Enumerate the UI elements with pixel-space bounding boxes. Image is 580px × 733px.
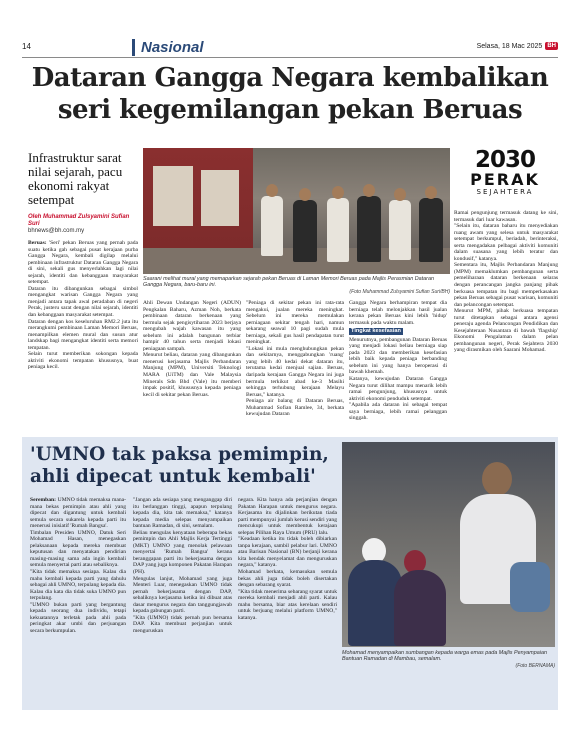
person-figure bbox=[389, 200, 411, 260]
person-figure bbox=[394, 570, 446, 646]
byline-name: Oleh Muhammad Zulsyamini Sufian Suri bbox=[28, 214, 130, 227]
paragraph: Mohamad berkata, kemasukan semula bekas ahli juga tidak boleh disertakan dengan sebarang syarat. bbox=[238, 569, 337, 589]
article1-column-2 bbox=[143, 300, 241, 434]
article2-headline: 'UMNO tak paksa pemimpin, ahli dipecat untuk kembali' bbox=[30, 444, 329, 487]
person-figure bbox=[327, 198, 349, 262]
paragraph: Gangga Negara berhampiran tempat dia berniaga telah melonjakkan hasil jualan kerana pekan Beruas kini lebih 'hidup' termasuk pada waktu malam. bbox=[349, 300, 447, 326]
page-masthead bbox=[22, 40, 558, 58]
paragraph: Seremban: UMNO tidak memaksa mana-mana bekas pemimpin atau ahli yang dipecat dan digantung untuk kembali semula secara sukarela kepada parti itu menerusi inisiatif 'Rumah Bangsa'. bbox=[30, 497, 126, 530]
person-head bbox=[332, 186, 344, 199]
article1-byline bbox=[28, 214, 138, 235]
paragraph: Katanya, kewujudan Dataran Gangga Negara turut dilihat mampu menarik lebih ramai pengunjung, khususnya untuk aktiviti ekonomi penduduk setempat. bbox=[349, 376, 447, 402]
issue-date: Selasa, 18 Mac 2025 bbox=[476, 42, 543, 50]
paragraph: Peniaga air balang di Dataran Beruas, Muhammad Sofian Ramlee, 34, berkata kewujudan Dataran bbox=[246, 398, 344, 418]
paragraph: Ahli Dewan Undangan Negeri (ADUN) Pengkalan Baharu, Azman Noh, berkata pembinaan dataran berkenaan yang bermula sejak pengisytiharan 2023 berjaya mengubah wajah kawasan itu yang sebelum ini adalah bangunan terbiar hampir 40 tahun serta menjadi lokasi peniagaan sampah. bbox=[143, 300, 241, 352]
logo-tagline: SEJAHTERA bbox=[476, 188, 534, 196]
person-head bbox=[425, 186, 437, 199]
paragraph: "Peniaga di sekitar pekan ini rata-rata mengakui, jualan mereka meningkat. Sebelum ini mereka memulakan perniagaan sekitar tengah hari, namun sekarang seawal 10 pagi sudah mula berniaga, sekali gus hasil pendapatan turut meningkat. bbox=[246, 300, 344, 346]
bh-logo-icon: BH bbox=[547, 43, 556, 49]
article1-photo-credit: (Foto Muhammad Zulsyamini Sufian Suri/BH) bbox=[349, 289, 450, 295]
article1-subhead: Infrastruktur sarat nilai sejarah, pacu ekonomi rakyat setempat bbox=[28, 150, 123, 207]
person-head bbox=[482, 462, 512, 496]
paragraph: Selain turut memberikan sokongan kepada aktiviti ekonomi tempatan khususnya, buat peniaga kecil. bbox=[28, 351, 138, 371]
paragraph: Timbalan Presiden UMNO, Datuk Seri Mohamad Hasan, menegaskan pelaksanaan kepada mereka membuat keputusan dan menyatakan pendirian masing-masing sama ada ingin kembali semula menyertai parti atau sebaliknya. bbox=[30, 529, 126, 569]
person-head bbox=[299, 188, 311, 201]
mural-panel bbox=[153, 166, 193, 226]
paragraph: Menurut MPM, pihak berkuasa tempatan turut ditetapkan sebagai antara agensi peneraju agenda Pelancongan Pendidikan dan Kesejahteraan Nusantara di bawah 'flagship' Ekonomi Pengalaman dalam pelan pembangunan negeri, Perak Sejahtera 2030 yang dirasmikan oleh Saarani Mohamad. bbox=[454, 308, 558, 354]
masthead-date-area bbox=[477, 42, 558, 50]
person-figure bbox=[357, 196, 381, 262]
perak-sejahtera-logo bbox=[454, 148, 556, 204]
paragraph: Menurutnya, pembangunan Dataran Beruas yang menjadi lokasi beliau berniaga siap pada 2023 dan memberikan kesefasian lebih baik kepada peniaga berbanding sebelum ini yang hanya beroperasi di bawah khemah. bbox=[349, 336, 447, 376]
paragraph: negara. Kita hanya ada perjanjian dengan Pakatan Harapan untuk mengurus negara. Kerjasama itu dijalinkan berikutan tiada parti mempunyai jumlah kerusi sendiri yang mencukupi untuk membentuk kerajaan selepas Pilihan Raya Umum (PRU) lalu. bbox=[238, 497, 337, 536]
article1-subtitle: Tingkat kesefasian bbox=[351, 328, 401, 335]
article2-column-3 bbox=[238, 497, 337, 705]
article1-column-3 bbox=[246, 300, 344, 434]
article2-photo bbox=[342, 442, 555, 647]
person-head bbox=[266, 184, 278, 197]
article1-caption: Saarani melihat mural yang memaparkan sejarah pekan Beruas di Laman Memori Beruas pada Majlis Perasmian Dataran Gangga Negara, baru-baru ini. bbox=[143, 276, 434, 289]
paragraph: "Kita tidak memaksa sesiapa. Kalau dia mahu kembali kepada parti yang dahulu sebagai ahli UMNO, terpulang kepada dia. Kalau dia kata dia tidak suka UMNO pun terpulang. bbox=[30, 569, 126, 602]
paragraph: Beliau mengulas kenyataan beberapa bekas pemimpin dan Ahli Majlis Kerja Tertinggi (MKT) UMNO yang menolak pelawaan menyertai 'Rumah Bangsa' kerana beranggapan parti itu bekerjasama dengan DAP yang juga komponen Pakatan Harapan (PH). bbox=[133, 529, 232, 576]
paragraph: "Apabila ada dataran ini sebagai tempat saya berniaga, lebih ramai pelanggan singgah. bbox=[349, 402, 447, 422]
article1-column-1 bbox=[28, 240, 138, 434]
paragraph: "Keadaan ketika itu tidak boleh dibiarkan tanpa kerajaan, sambil pelabur lari. UMNO atau Barisan Nasional (BN) berjanji kerana kita hendak menyelamat dan menguruskan negara," katanya. bbox=[238, 536, 337, 569]
person-figure bbox=[261, 196, 283, 256]
paragraph: "Lokasi ini mula menghubungkan pekan dan sekitarnya, menggabungkan 'ruang' yang lebih 40 kedai dekat dataran itu, terutama kedai menjual sajian. Beruas, daripada kerajaan Gangga Negara ini juga bermula terkikut abad ke-3 Masihi sehingga terhubung kerajaan Melayu Beruas," katanya. bbox=[246, 345, 344, 398]
paragraph: Dataran itu dibangunkan sebagai simbol mengangkat warisan Gangga Negara yang menjadi antara tapak awal peradaban di negeri Perak, justeru sarat dengan nilai sejarah, identiti dan kebanggaan masyarakat setempat. bbox=[28, 285, 138, 319]
paragraph: "Jangan ada sesiapa yang menganggap diri itu berlanggan tinggi, apapun terpulang kepada dia, kita tak memaksa," katanya kepada media selepas menyampaikan bantuan Ramadan, di sini, semalam. bbox=[133, 497, 232, 530]
article2-column-2 bbox=[133, 497, 232, 705]
article1-photo bbox=[143, 148, 450, 274]
article1-headline: Dataran Gangga Negara kembalikan seri kegemilangan pekan Beruas bbox=[31, 63, 549, 125]
logo-name: PERAK bbox=[470, 170, 540, 189]
paragraph: Ramai pengunjung termasuk datang ke sini, termasuk dari luar kawasan. bbox=[454, 210, 558, 223]
paragraph: Menurut beliau, dataran yang dibangunkan menerusi kerjasama Majlis Perbandaran Manjung (MPM), Universiti Teknologi MARA (UiTM) dan Vale Malaysia Minerals Sdn Bhd (Vale) itu memberi impak positif, khususnya kepada peniaga kecil di sekitar pekan Beruas. bbox=[143, 352, 241, 398]
logo-year: 2030 bbox=[474, 147, 535, 173]
page-number: 14 bbox=[22, 42, 31, 51]
mural-panel bbox=[201, 170, 239, 226]
article2-caption: Mohamad menyampaikan sumbangan kepada warga emas pada Majlis Penyampaian Bantuan Ramadan di Mambau, semalam. bbox=[342, 650, 547, 663]
article2-photo-credit: (Foto BERNAMA) bbox=[515, 663, 555, 669]
person-figure bbox=[419, 198, 443, 262]
article1-column-5 bbox=[454, 210, 558, 434]
paragraph: "Selain itu, dataran baharu itu menyediakan ruang awam yang selesa untuk masyarakat setempat berkumpul, beriadah, berinteraksi, serta mengadakan pelbagai aktiviti komuniti dalam suasana yang lebih teratur dan kondusif," katanya. bbox=[454, 223, 558, 262]
person-head bbox=[394, 188, 406, 201]
article1-column-4 bbox=[349, 300, 447, 434]
paragraph: Mengulas lanjut, Mohamad yang juga Menteri Luar, menegaskan UMNO tidak pernah bekerjasama dengan DAP, sebaliknya kerjasama ketika ini dibuat atas dasar mengurus negara dan tanggungjawab kepada gabungan parti. bbox=[133, 575, 232, 615]
bag bbox=[510, 562, 550, 612]
person-figure bbox=[293, 200, 317, 262]
paragraph: Sementara itu, Majlis Perbandaran Manjung (MPM) memaklumkan pembangunan serta pemeliharaan dataran berkenaan selaras dengan perancangan jangka panjang pihak berkuasa tempatan itu bagi memperkasakan pekan Beruas sebagai pusat warisan, komuniti dan pelancongan setempat. bbox=[454, 262, 558, 308]
paragraph: "UMNO bukan parti yang bergantung kepada seorang dua individu, tetapi kekuatannya terletak pada ahli pada peringkat akar umbi dan perjuangan secara berkumpulan. bbox=[30, 601, 126, 634]
paragraph: Dataran dengan kos keseluruhan RM2.2 juta itu merangkumi pembinaan Laman Memori Beruas, menampilkan elemen mural dan susun atur landskap bagi mengangkat identiti serta memori tempatan. bbox=[28, 318, 138, 351]
section-label: Nasional bbox=[132, 39, 204, 56]
person-head bbox=[363, 184, 375, 197]
article2-column-1 bbox=[30, 497, 126, 705]
paragraph: "Kita tidak menerima sebarang syarat untuk mereka kembali menjadi ahli parti. Kalau mahu bersama, biar atas kerelaan sendiri untuk berjuang melalui platform UMNO," katanya. bbox=[238, 588, 337, 621]
paragraph: "Kita (UMNO) tidak pernah pun bersama DAP. Kita membuat perjanjian untuk menguruskan bbox=[133, 614, 232, 634]
byline-email: bhnews@bh.com.my bbox=[28, 228, 85, 234]
paragraph: Beruas: 'Seri' pekan Beruas yang pernah pada suatu ketika gah sebagai pusat kerajaan purba Gangga Negara, kembali digilap melalui pembinaan infrastruktur Dataran Gangga Negara di sini, sekali gus menyerlahkan lagi nilai sejarah, identiti dan kebanggaan masyarakat setempat. bbox=[28, 240, 138, 286]
